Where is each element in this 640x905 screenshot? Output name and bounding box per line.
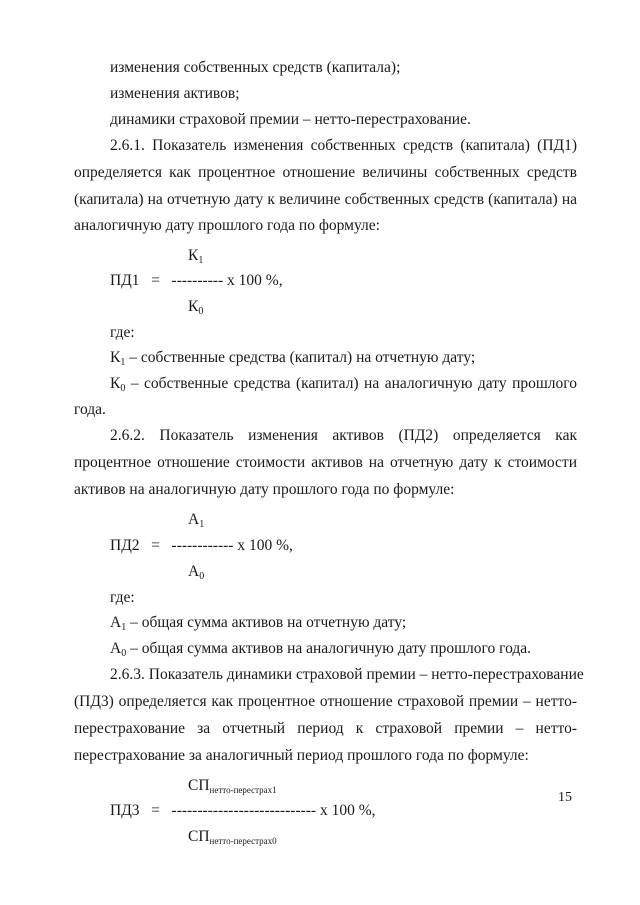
- k0-definition: $К_0$ – собственные средства (капитал) на аналогичную дату прошлого: [110, 375, 578, 394]
- formula2-dashes: ------------: [171, 537, 234, 554]
- formula1-dashes: ----------: [171, 272, 224, 289]
- k0-definition-cont: года.: [74, 401, 106, 418]
- formula3-eq: =: [151, 802, 160, 819]
- list-line-3: динамики страховой премии – нетто-перестрахование.: [110, 111, 471, 128]
- where-label-2: где:: [110, 589, 135, 606]
- formula3-row: [110, 801, 375, 821]
- paragraph-2-6-1-line-4: аналогичную дату прошлого года по формуле:: [74, 217, 380, 234]
- formula1-numerator: $К_1$: [188, 247, 204, 266]
- paragraph-2-6-3-line-3: перестрахование за отчетный период к страховой премии – нетто-: [74, 720, 577, 737]
- formula3-denominator: $СП_{нетто-перестрах0}$: [188, 828, 277, 846]
- formula1-lhs: ПД1: [110, 272, 140, 289]
- formula2-numerator: $А_1$: [188, 511, 205, 530]
- formula2-denominator: $А_0$: [188, 563, 205, 582]
- formula2-mult: x 100 %,: [237, 537, 293, 554]
- k1-definition: $К_1$ – собственные средства (капитал) на отчетную дату;: [110, 349, 476, 368]
- where-label-1: где:: [110, 324, 135, 341]
- formula1-eq: =: [151, 272, 160, 289]
- list-line-1: изменения собственных средств (капитала);: [110, 59, 401, 76]
- formula1-denominator: $К_0$: [188, 298, 204, 317]
- formula3-numerator: $СП_{нетто-перестрах1}$: [188, 777, 277, 795]
- list-line-2: изменения активов;: [110, 85, 240, 102]
- paragraph-2-6-1-line-1: 2.6.1. Показатель изменения собственных средств (капитала) (ПД1): [110, 137, 577, 154]
- formula2-eq: =: [151, 537, 160, 554]
- paragraph-2-6-3-line-4: перестрахование за аналогичный период прошлого года по формуле:: [74, 747, 529, 764]
- page-number: 15: [558, 790, 572, 805]
- paragraph-2-6-2-line-3: активов на аналогичную дату прошлого года по формуле:: [74, 481, 455, 498]
- formula3-dashes: ----------------------------: [171, 802, 317, 819]
- formula3-lhs: ПД3: [110, 802, 140, 819]
- a1-definition: $А_1$ – общая сумма активов на отчетную дату;: [110, 614, 407, 633]
- formula2-lhs: ПД2: [110, 537, 140, 554]
- paragraph-2-6-3-line-2: (ПД3) определяется как процентное отношение страховой премии – нетто-: [74, 693, 577, 710]
- paragraph-2-6-1-line-2: определяется как процентное отношение величины собственных средств: [74, 164, 577, 181]
- a0-definition: $А_0$ – общая сумма активов на аналогичную дату прошлого года.: [110, 640, 532, 659]
- paragraph-2-6-1-line-3: (капитала) на отчетную дату к величине собственных средств (капитала) на: [74, 191, 577, 208]
- formula1-row: [110, 271, 283, 291]
- formula3-mult: x 100 %,: [319, 802, 376, 819]
- paragraph-2-6-3-line-1: 2.6.3. Показатель динамики страховой премии – нетто-перестрахование: [110, 666, 584, 683]
- formula2-row: [110, 536, 293, 556]
- paragraph-2-6-2-line-1: 2.6.2. Показатель изменения активов (ПД2) определяется как: [110, 427, 577, 444]
- formula1-mult: x 100 %,: [227, 272, 283, 289]
- paragraph-2-6-2-line-2: процентное отношение стоимости активов на отчетную дату к стоимости: [74, 454, 577, 471]
